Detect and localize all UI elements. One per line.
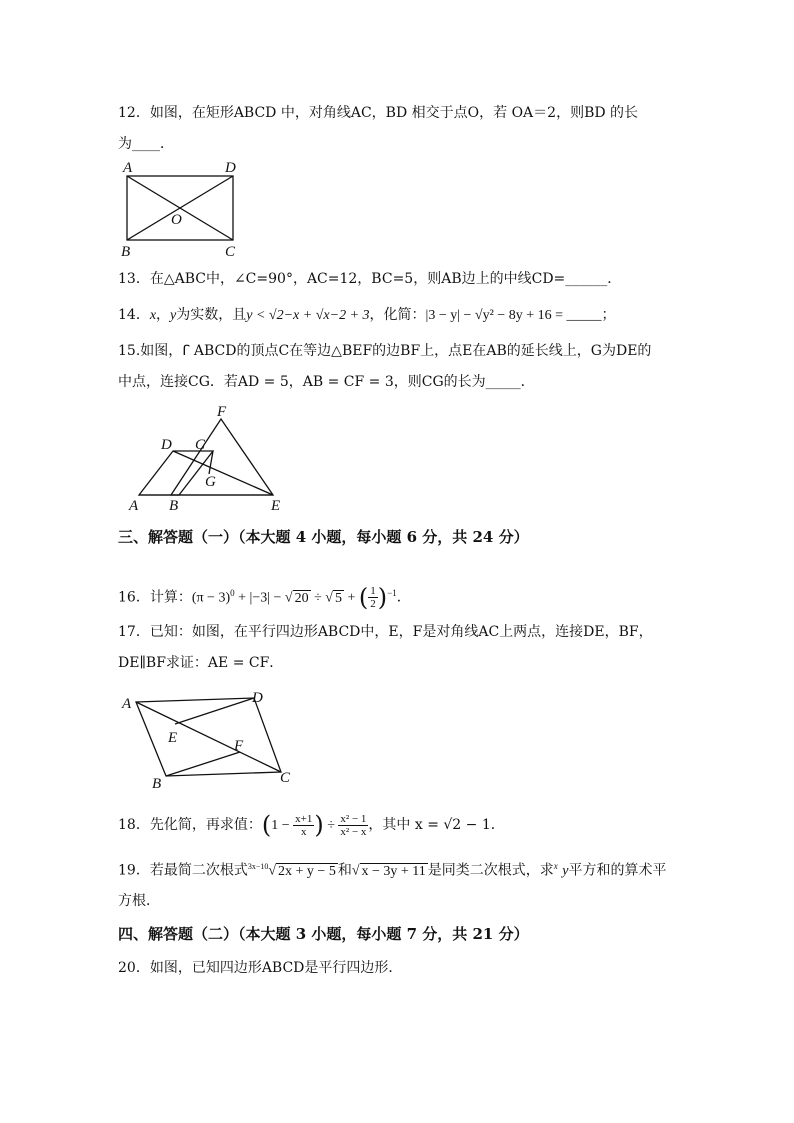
q19-line1: 19．若最简二次根式$^{3x-10}$√ 2x + y − 5 和√ x − 3y + 11 是同类二次根式，求$^x$ y平方和的算术平 [118, 861, 667, 879]
q16-sqrt5: 5 [334, 590, 342, 606]
q16-abs: + |−3| − [234, 590, 285, 606]
q16-pi: (π − 3) [191, 590, 231, 606]
q14-y: y [170, 308, 177, 323]
segment-de [175, 698, 254, 724]
q18-prefix: 18．先化简，再求值： [118, 817, 262, 833]
q14-sep: ， [156, 307, 171, 323]
q12-line1: 12．如图，在矩形ABCD 中，对角线AC，BD 相交于点O，若 OA＝2，则BD 的长 [118, 105, 639, 121]
label-a: A [123, 160, 133, 176]
label-f: F [217, 404, 227, 420]
q12-line2: 为____． [118, 136, 174, 152]
q18-line: 18．先化简，再求值：(1 − $\frac{x+1}{x}$ ) ÷ $\frac{\text{x² − 1}}{\text{x² − x}}$ ，其中 x = √2 − 1． [118, 811, 505, 839]
q14-prefix: 14． [118, 307, 150, 323]
label-b: B [152, 776, 162, 792]
q15-line1: 15.如图，ꓩ ABCD的顶点C在等边△BEF的边BF上，点E在AB的延长线上，G为DE的 [118, 343, 652, 359]
label-e: E [271, 498, 281, 514]
label-o: O [171, 212, 182, 228]
label-d: D [161, 437, 172, 453]
q14-expr: |3 − y| − √y² − 8y + 16 = _____； [425, 308, 616, 323]
q16-zero: 0 [230, 588, 235, 598]
q14-line [118, 305, 615, 326]
q16-half: $\frac{1}{2}$ [370, 585, 376, 611]
q19-index: 3x−10 [247, 862, 269, 871]
q14-simplify: ，化简： [369, 307, 426, 323]
q19-suffix1: 是同类二次根式，求 [427, 862, 554, 879]
label-d: D [225, 160, 236, 176]
q14-mid: 为实数，且 [176, 307, 247, 323]
q16-neg1: −1 [387, 588, 397, 598]
q18-one: 1 − [271, 818, 294, 833]
label-f: F [234, 738, 244, 754]
q19-suffix2: 平方和的算术平 [568, 862, 667, 879]
q14-cond: y < √2−x + √x−2 + 3 [246, 308, 370, 323]
q18-frac1: $\frac{x+1}{x}$ [295, 812, 313, 838]
label-b: B [169, 498, 179, 514]
parallelogram-triangle-figure [125, 402, 295, 517]
parallelogram-abcd-figure [118, 686, 298, 790]
label-c: C [195, 437, 206, 453]
label-e: E [168, 730, 178, 746]
q16-plus: + [343, 590, 359, 606]
q20-text: 20．如图，已知四边形ABCD是平行四边形． [118, 960, 403, 976]
label-d: D [252, 690, 263, 706]
q19-line2: 方根． [118, 893, 160, 909]
q18-div: ÷ [323, 818, 339, 833]
q19-x: x [553, 861, 558, 871]
rectangle-figure [115, 158, 245, 260]
label-g: G [205, 474, 216, 490]
section3-title: 三、解答题（一）（本大题 4 小题，每小题 6 分，共 24 分） [118, 528, 529, 546]
label-c: C [280, 770, 291, 786]
q19-and: 和 [337, 862, 352, 879]
q13-text: 13．在△ABC中，∠C=90°，AC=12，BC=5，则AB边上的中线CD=______． [118, 271, 622, 287]
q19-radicand1: 2x + y − 5 [278, 863, 336, 879]
q16-div: ÷ [310, 590, 326, 606]
q16-end: ． [396, 589, 411, 606]
q14-x: x [149, 308, 157, 323]
section4-title: 四、解答题（二）（本大题 3 小题，每小题 7 分，共 21 分） [118, 925, 529, 943]
label-a: A [129, 498, 139, 514]
label-c: C [225, 244, 236, 260]
q19-y: y [562, 863, 569, 879]
q16-sqrt20: 20 [294, 590, 309, 606]
q16-line: 16．计算：$(\pi - 3)^0 + |-3|$ − √ 20 ÷ √ 5 + ( $\frac{1}{2}$ )$^{-1}$． [118, 583, 411, 612]
q15-line2: 中点，连接CG．若AD = 5，AB = CF = 3，则CG的长为_____． [118, 374, 535, 390]
q17-line1: 17．已知：如图，在平行四边形ABCD中，E，F是对角线AC上两点，连接DE，BF， [118, 624, 653, 640]
segment-bf [166, 752, 240, 776]
q19-radicand2: x − 3y + 11 [361, 863, 426, 879]
q18-suffix: ，其中 x = √2 − 1． [368, 817, 505, 833]
q19-prefix: 19．若最简二次根式 [118, 862, 248, 879]
label-b: B [121, 244, 131, 260]
q18-frac2: $\frac{\text{x² − 1}}{\text{x² − x}}$ [340, 812, 367, 838]
q17-line2: DE∥BF求证：AE = CF． [118, 655, 284, 671]
q16-prefix: 16．计算： [118, 589, 192, 606]
label-a: A [122, 696, 132, 712]
